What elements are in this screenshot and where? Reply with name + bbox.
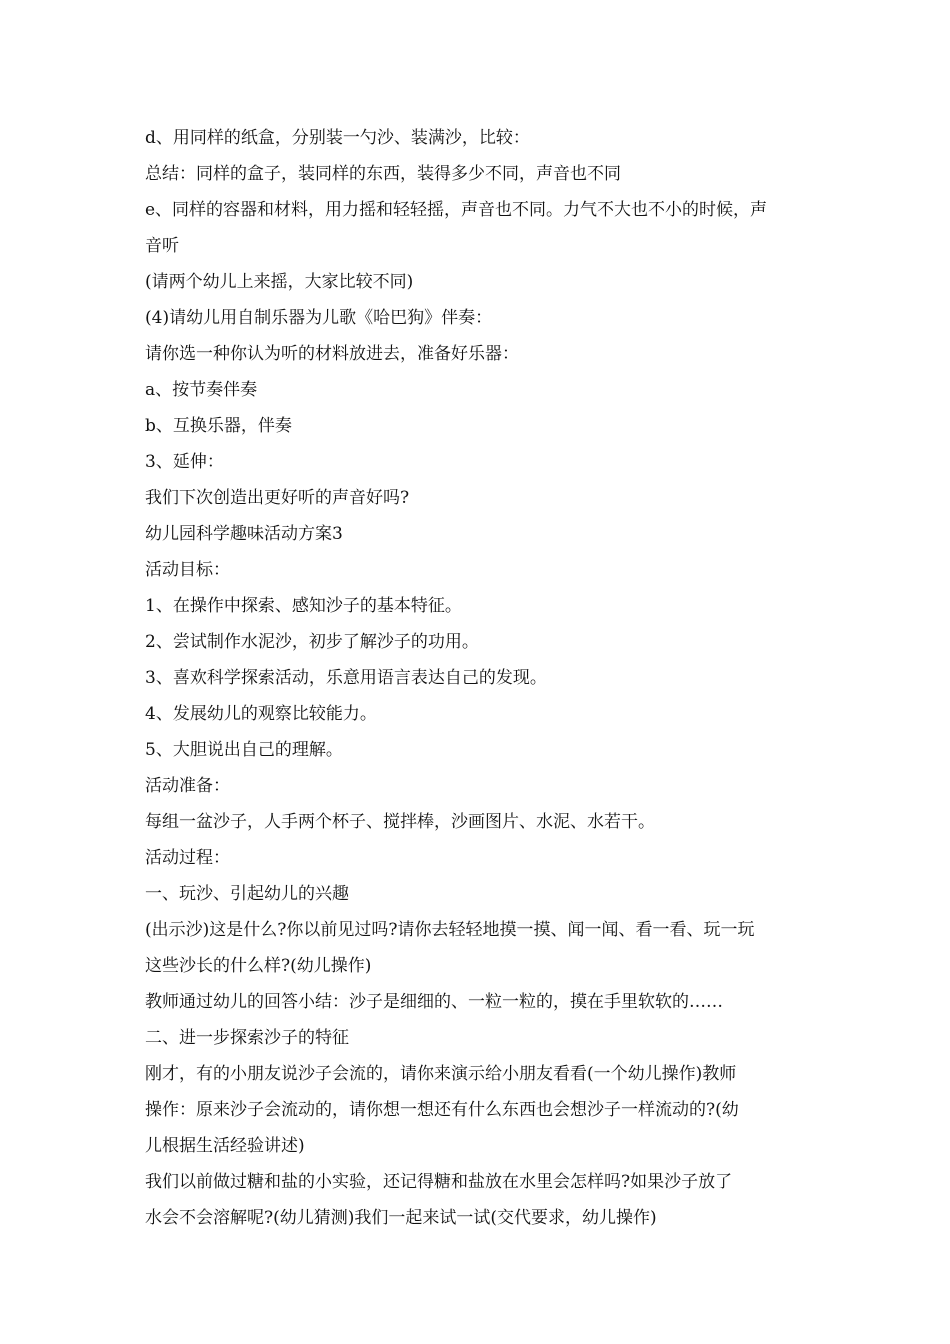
text-line: (出示沙)这是什么?你以前见过吗?请你去轻轻地摸一摸、闻一闻、看一看、玩一玩: [145, 920, 755, 940]
text-line: (请两个幼儿上来摇，大家比较不同): [145, 272, 414, 292]
text-line: 每组一盆沙子，人手两个杯子、搅拌棒，沙画图片、水泥、水若干。: [145, 812, 655, 832]
text-line: 二、进一步探索沙子的特征: [145, 1028, 349, 1048]
text-line: 4、发展幼儿的观察比较能力。: [145, 704, 377, 724]
text-line: 刚才，有的小朋友说沙子会流的，请你来演示给小朋友看看(一个幼儿操作)教师: [145, 1064, 737, 1084]
text-line: 这些沙长的什么样?(幼儿操作): [145, 956, 372, 976]
text-line: 5、大胆说出自己的理解。: [145, 740, 343, 760]
text-line: b、互换乐器，伴奏: [145, 416, 292, 436]
text-line: 3、喜欢科学探索活动，乐意用语言表达自己的发现。: [145, 668, 547, 688]
text-line: 一、玩沙、引起幼儿的兴趣: [145, 884, 349, 904]
text-line: 活动目标：: [145, 560, 230, 580]
text-line: 1、在操作中探索、感知沙子的基本特征。: [145, 596, 462, 616]
text-line: 我们以前做过糖和盐的小实验，还记得糖和盐放在水里会怎样吗?如果沙子放了: [145, 1172, 733, 1192]
text-line: 活动过程：: [145, 848, 230, 868]
text-line: 操作：原来沙子会流动的，请你想一想还有什么东西也会想沙子一样流动的?(幼: [145, 1100, 739, 1120]
text-line: (4)请幼儿用自制乐器为儿歌《哈巴狗》伴奏：: [145, 308, 493, 328]
text-line: 2、尝试制作水泥沙，初步了解沙子的功用。: [145, 632, 479, 652]
text-line: 总结：同样的盒子，装同样的东西，装得多少不同，声音也不同: [145, 164, 621, 184]
text-line: 请你选一种你认为听的材料放进去，准备好乐器：: [145, 344, 519, 364]
document-body: [145, 120, 815, 1236]
text-line: 活动准备：: [145, 776, 230, 796]
text-line: a、按节奏伴奏: [145, 380, 258, 400]
text-line: 3、延伸：: [145, 452, 224, 472]
text-line: 我们下次创造出更好听的声音好吗?: [145, 488, 410, 508]
text-line: e、同样的容器和材料，用力摇和轻轻摇，声音也不同。力气不大也不小的时候，声: [145, 200, 768, 220]
text-line: 儿根据生活经验讲述): [145, 1136, 305, 1156]
text-line: 音听: [145, 236, 179, 256]
text-line: 水会不会溶解呢?(幼儿猜测)我们一起来试一试(交代要求，幼儿操作): [145, 1208, 657, 1228]
text-line: d、用同样的纸盒，分别装一勺沙、装满沙，比较：: [145, 128, 530, 148]
text-line: 教师通过幼儿的回答小结：沙子是细细的、一粒一粒的，摸在手里软软的……: [145, 992, 723, 1012]
section-title: 幼儿园科学趣味活动方案3: [145, 524, 343, 544]
